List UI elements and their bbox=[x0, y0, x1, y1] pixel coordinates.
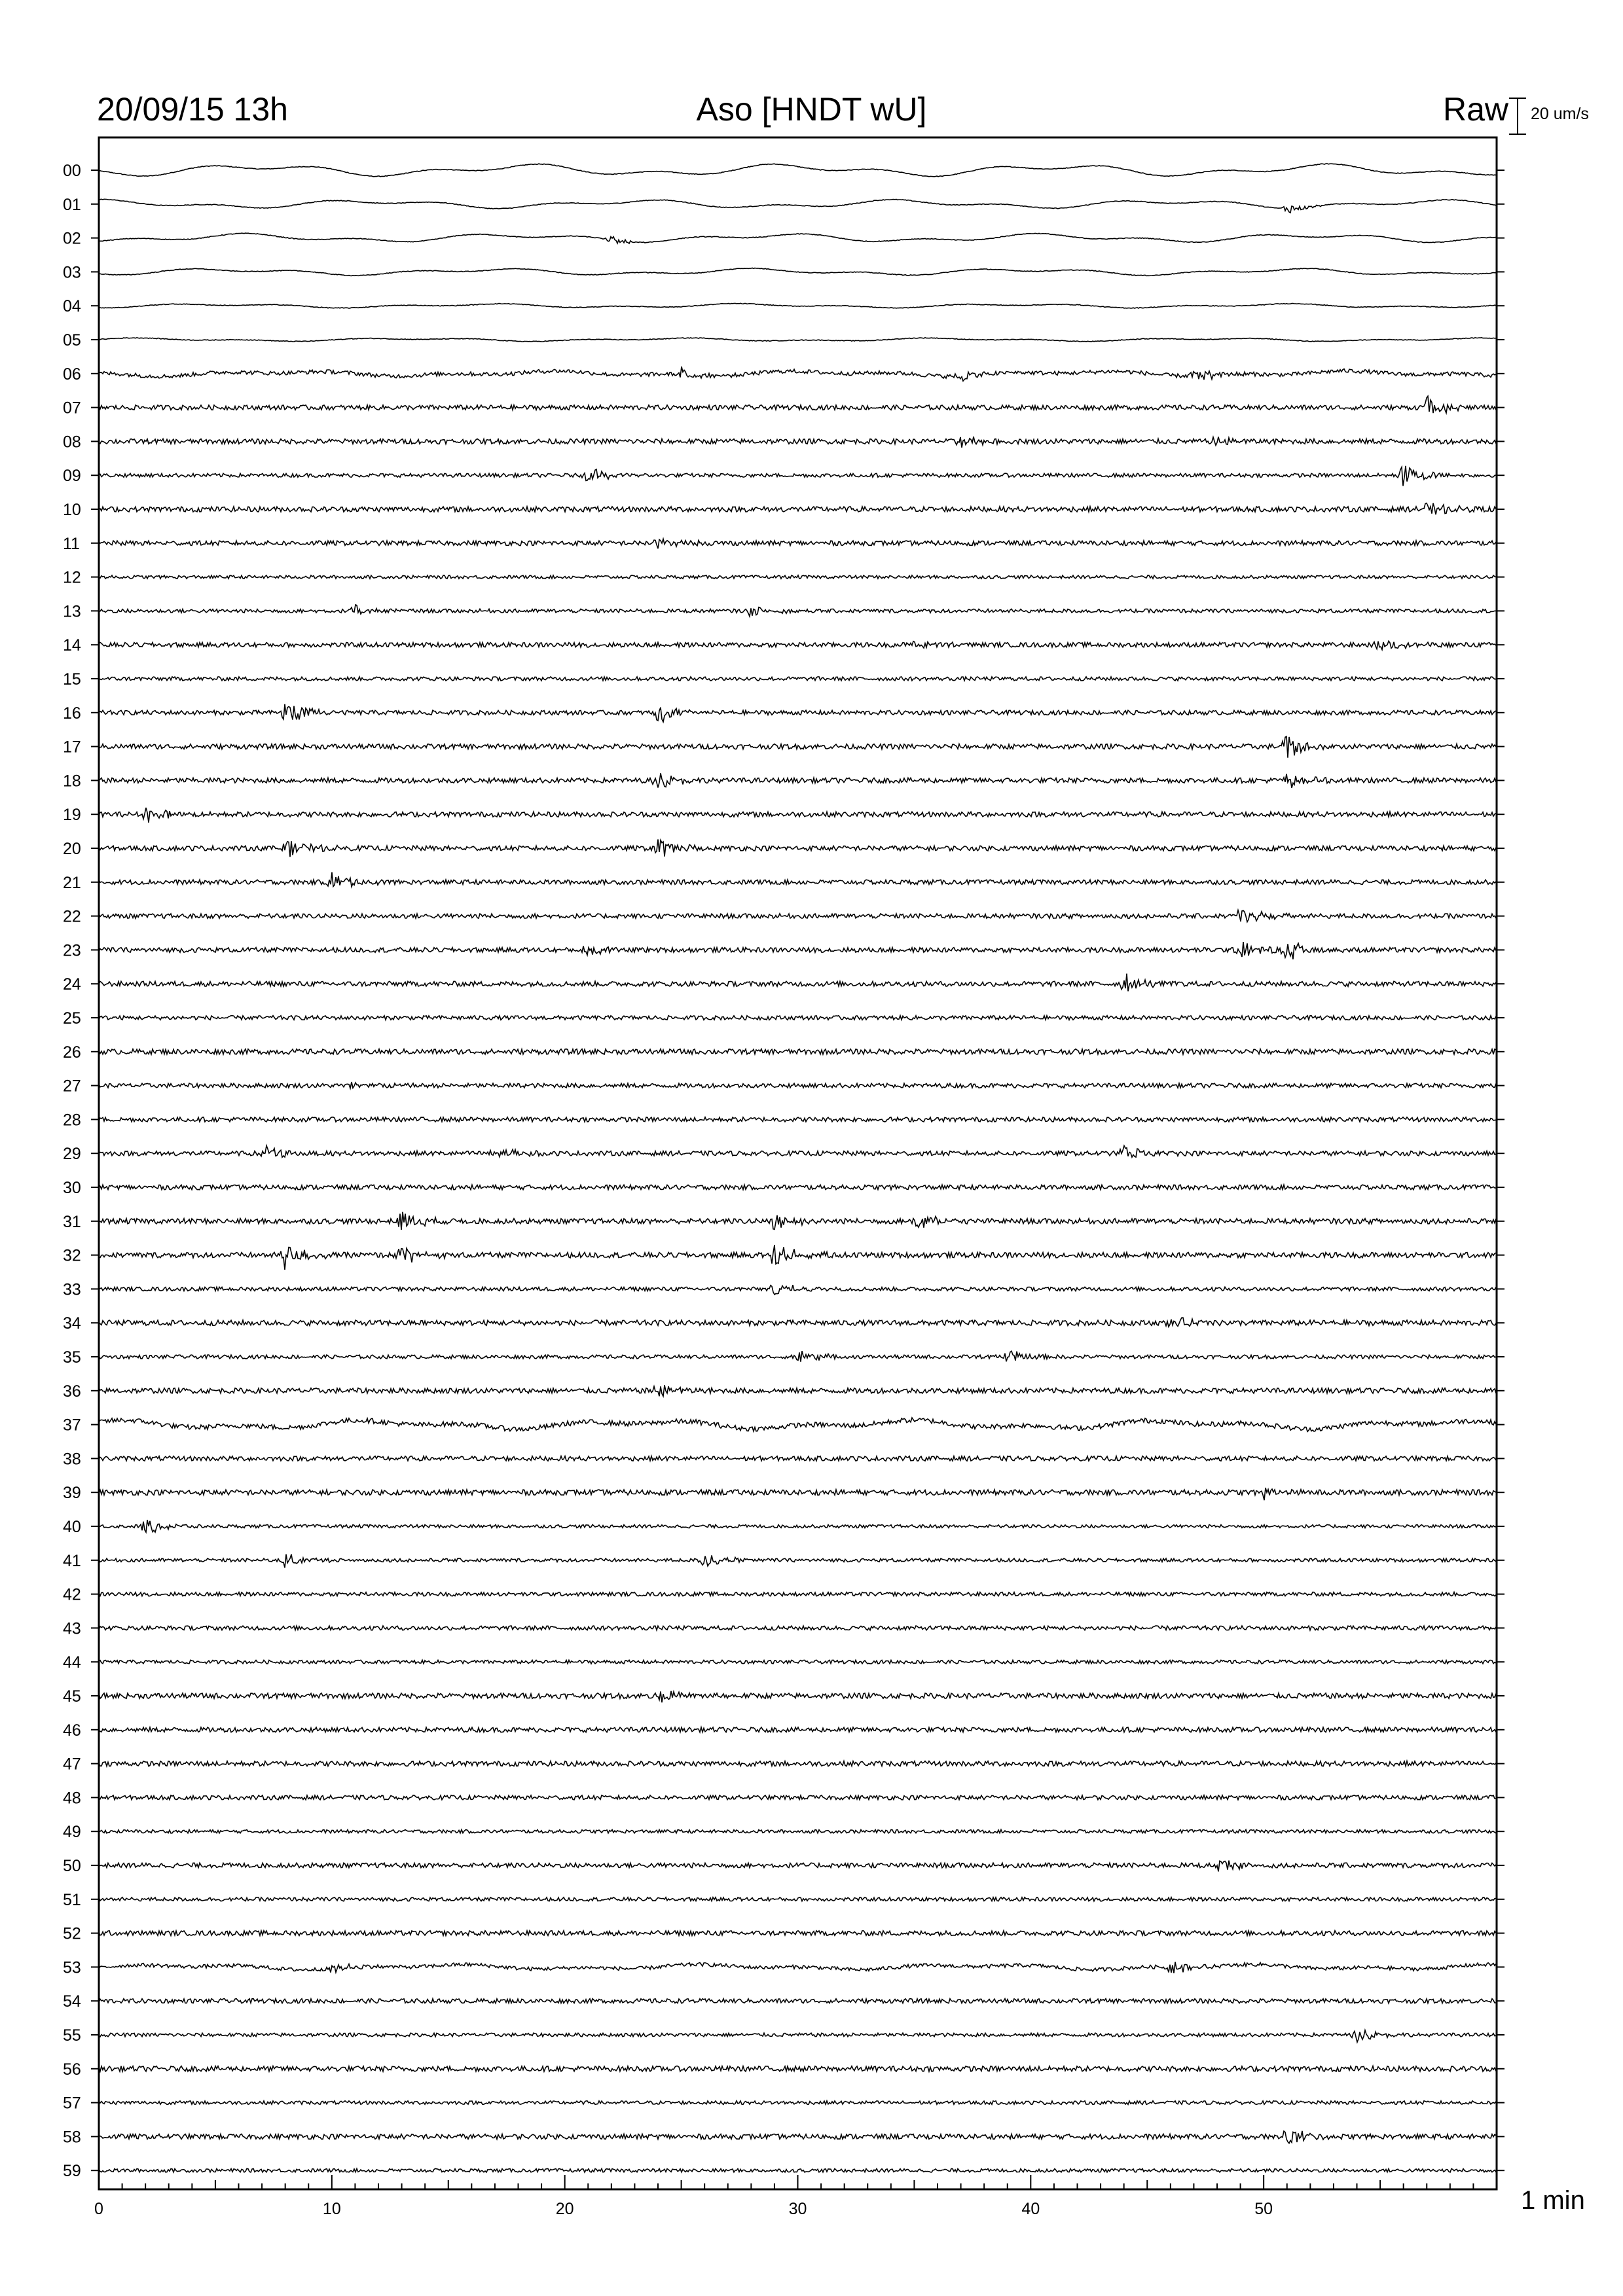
x-tick-label: 0 bbox=[94, 2200, 103, 2218]
trace-line bbox=[99, 1212, 1496, 1230]
row-label: 33 bbox=[63, 1280, 81, 1299]
row-label: 02 bbox=[63, 229, 81, 248]
trace-line bbox=[99, 974, 1496, 992]
row-label: 31 bbox=[63, 1212, 81, 1231]
row-label: 40 bbox=[63, 1518, 81, 1536]
row-label: 50 bbox=[63, 1857, 81, 1875]
trace-line bbox=[99, 1520, 1496, 1532]
trace-line bbox=[99, 736, 1496, 757]
row-label: 29 bbox=[63, 1145, 81, 1164]
row-label: 11 bbox=[63, 534, 80, 553]
scale-label: 20 um/s bbox=[1531, 105, 1589, 123]
trace-line bbox=[99, 2030, 1496, 2042]
row-label: 32 bbox=[63, 1246, 81, 1265]
filter-label: Raw bbox=[1442, 91, 1508, 128]
row-label: 17 bbox=[63, 738, 81, 757]
row-label: 38 bbox=[63, 1450, 81, 1469]
trace-line bbox=[99, 367, 1496, 381]
trace-line bbox=[99, 704, 1496, 722]
row-label: 37 bbox=[63, 1416, 81, 1435]
row-label: 52 bbox=[63, 1924, 81, 1943]
trace-line bbox=[99, 872, 1496, 887]
trace-line bbox=[99, 1488, 1496, 1500]
row-label: 39 bbox=[63, 1484, 81, 1503]
row-label: 06 bbox=[63, 365, 81, 384]
row-label: 47 bbox=[63, 1755, 81, 1774]
trace-line bbox=[99, 1117, 1496, 1122]
trace-line bbox=[99, 773, 1496, 788]
trace-line bbox=[99, 1049, 1496, 1054]
trace-line bbox=[99, 233, 1496, 243]
trace-lines bbox=[99, 164, 1496, 2172]
row-label: 01 bbox=[63, 195, 81, 214]
row-label: 05 bbox=[63, 331, 81, 350]
row-label: 54 bbox=[63, 1992, 81, 2011]
trace-line bbox=[99, 338, 1496, 342]
row-label: 07 bbox=[63, 399, 81, 418]
x-tick-label: 20 bbox=[555, 2200, 574, 2218]
row-label: 18 bbox=[63, 772, 81, 791]
row-label: 22 bbox=[63, 907, 81, 926]
row-label: 00 bbox=[63, 162, 81, 180]
row-label: 21 bbox=[63, 873, 81, 892]
row-label: 56 bbox=[63, 2060, 81, 2079]
trace-line bbox=[99, 1727, 1496, 1732]
trace-line bbox=[99, 677, 1496, 681]
trace-line bbox=[99, 575, 1496, 579]
row-label: 25 bbox=[63, 1009, 81, 1028]
trace-line bbox=[99, 1351, 1496, 1362]
x-tick-label: 30 bbox=[788, 2200, 807, 2218]
trace-line bbox=[99, 539, 1496, 548]
row-label: 48 bbox=[63, 1789, 81, 1808]
trace-line bbox=[99, 1897, 1496, 1901]
row-label: 14 bbox=[63, 636, 81, 655]
row-label: 58 bbox=[63, 2128, 81, 2147]
trace-line bbox=[99, 1861, 1496, 1872]
trace-line bbox=[99, 2131, 1496, 2144]
row-label: 42 bbox=[63, 1585, 81, 1604]
row-label: 15 bbox=[63, 670, 81, 689]
row-label: 16 bbox=[63, 704, 81, 723]
station-title: Aso [HNDT wU] bbox=[696, 91, 927, 128]
trace-line bbox=[99, 1185, 1496, 1189]
trace-line bbox=[99, 1626, 1496, 1630]
row-label: 19 bbox=[63, 806, 81, 825]
x-tick-label: 10 bbox=[322, 2200, 341, 2218]
time-unit-label: 1 min bbox=[1521, 2186, 1585, 2215]
trace-line bbox=[99, 1999, 1496, 2003]
trace-line bbox=[99, 1456, 1496, 1461]
row-label: 53 bbox=[63, 1958, 81, 1977]
trace-line bbox=[99, 1795, 1496, 1800]
trace-line bbox=[99, 808, 1496, 823]
trace-line bbox=[99, 1082, 1496, 1088]
row-label: 13 bbox=[63, 602, 81, 621]
axis-ticks bbox=[91, 170, 1504, 2218]
row-label: 23 bbox=[63, 941, 81, 960]
trace-line bbox=[99, 942, 1496, 960]
trace-line bbox=[99, 303, 1496, 308]
row-label: 51 bbox=[63, 1890, 81, 1909]
trace-line bbox=[99, 2101, 1496, 2105]
row-label: 35 bbox=[63, 1348, 81, 1367]
row-label: 41 bbox=[63, 1551, 81, 1570]
row-label: 45 bbox=[63, 1687, 81, 1706]
row-label: 30 bbox=[63, 1179, 81, 1197]
row-label: 10 bbox=[63, 501, 81, 519]
x-tick-label: 40 bbox=[1021, 2200, 1040, 2218]
date-label: 20/09/15 13h bbox=[97, 91, 288, 128]
trace-line bbox=[99, 164, 1496, 177]
row-label: 26 bbox=[63, 1043, 81, 1062]
row-label: 36 bbox=[63, 1382, 81, 1401]
trace-line bbox=[99, 1931, 1496, 1936]
trace-line bbox=[99, 910, 1496, 922]
trace-line bbox=[99, 605, 1496, 617]
trace-line bbox=[99, 199, 1496, 213]
row-label: 49 bbox=[63, 1823, 81, 1842]
row-label: 04 bbox=[63, 297, 81, 316]
trace-line bbox=[99, 1830, 1496, 1833]
trace-line bbox=[99, 1554, 1496, 1568]
trace-line bbox=[99, 1385, 1496, 1396]
trace-line bbox=[99, 1592, 1496, 1596]
x-tick-label: 50 bbox=[1254, 2200, 1273, 2218]
row-label: 44 bbox=[63, 1653, 81, 1672]
trace-line bbox=[99, 268, 1496, 276]
trace-line bbox=[99, 1691, 1496, 1702]
row-label: 28 bbox=[63, 1111, 81, 1130]
trace-line bbox=[99, 1418, 1496, 1431]
trace-line bbox=[99, 1962, 1496, 1973]
trace-line bbox=[99, 503, 1496, 514]
row-label: 09 bbox=[63, 467, 81, 486]
trace-line bbox=[99, 1016, 1496, 1020]
trace-line bbox=[99, 1145, 1496, 1157]
row-label: 55 bbox=[63, 2026, 81, 2045]
trace-line bbox=[99, 466, 1496, 486]
row-label: 27 bbox=[63, 1077, 81, 1096]
row-label: 57 bbox=[63, 2094, 81, 2113]
trace-line bbox=[99, 1761, 1496, 1767]
row-label: 59 bbox=[63, 2162, 81, 2181]
row-label: 08 bbox=[63, 433, 81, 452]
row-labels bbox=[63, 162, 81, 2180]
trace-line bbox=[99, 2168, 1496, 2172]
plot-frame bbox=[99, 137, 1497, 2189]
trace-line bbox=[99, 1285, 1496, 1295]
row-label: 20 bbox=[63, 840, 81, 858]
row-label: 24 bbox=[63, 975, 81, 994]
trace-line bbox=[99, 2066, 1496, 2072]
trace-line bbox=[99, 437, 1496, 448]
row-label: 12 bbox=[63, 568, 81, 587]
row-label: 34 bbox=[63, 1314, 81, 1333]
trace-line bbox=[99, 641, 1496, 649]
trace-line bbox=[99, 1245, 1496, 1270]
trace-line bbox=[99, 396, 1496, 413]
row-label: 03 bbox=[63, 263, 81, 282]
trace-line bbox=[99, 1318, 1496, 1327]
row-label: 43 bbox=[63, 1619, 81, 1638]
row-label: 46 bbox=[63, 1721, 81, 1740]
trace-line bbox=[99, 840, 1496, 857]
trace-line bbox=[99, 1660, 1496, 1664]
